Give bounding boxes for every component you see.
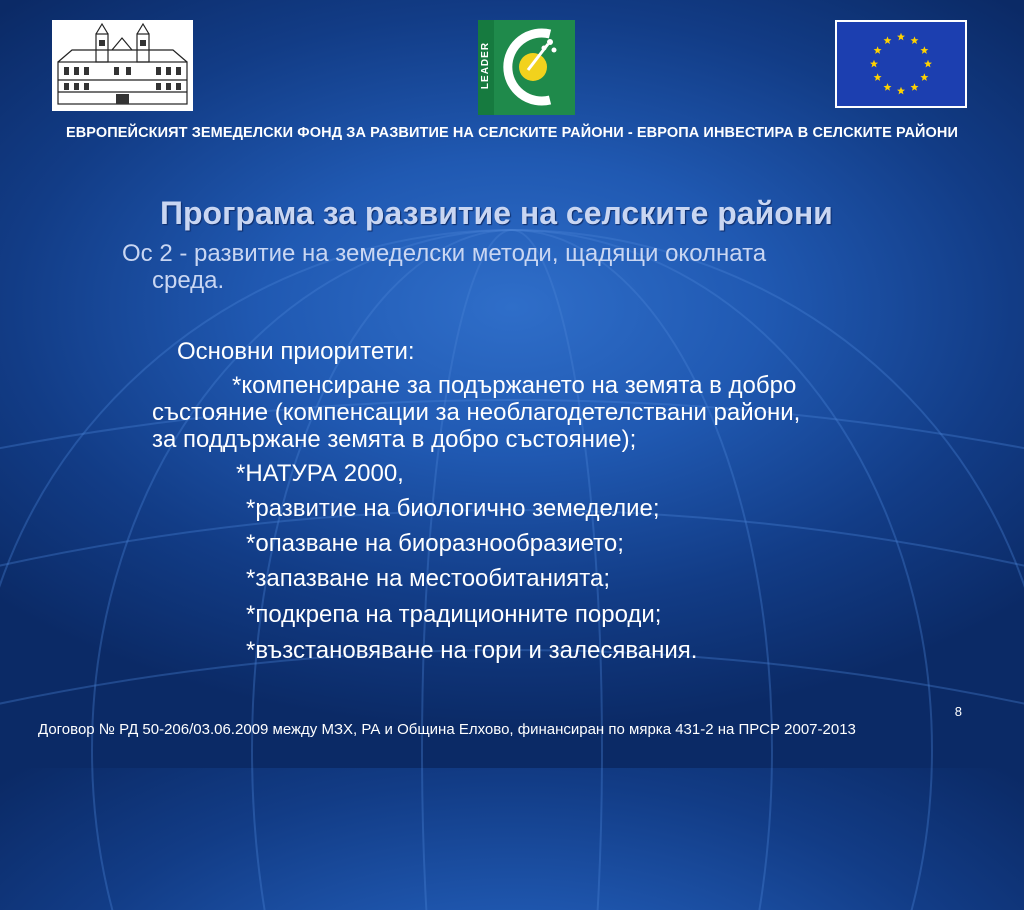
priority-item-2: *НАТУРА 2000,: [236, 460, 404, 487]
subtitle-line-1: Ос 2 - развитие на земеделски методи, щадящи околната: [122, 240, 767, 267]
priority-item-4: *опазване на биоразнообразието;: [246, 530, 624, 557]
eu-star-icon: [884, 83, 892, 91]
priorities-heading: Основни приоритети:: [177, 338, 415, 365]
eu-star-icon: [884, 36, 892, 44]
eu-star-icon: [920, 46, 928, 54]
eu-flag-logo: [835, 20, 967, 108]
priority-item-6: *подкрепа на традиционните породи;: [246, 601, 662, 628]
contract-footer: Договор № РД 50-206/03.06.2009 между МЗХ, РА и Община Елхово, финансиран по мярка 431-2 на ПРСР 2007-2013: [38, 721, 856, 738]
eu-star-icon: [911, 36, 919, 44]
eu-star-icon: [870, 60, 878, 68]
priority-item-5: *запазване на местообитанията;: [246, 565, 611, 592]
slide-title: Програма за развитие на селските райони: [160, 195, 833, 231]
priority-1-line-2: състояние (компенсации за необлагодетелствани райони,: [152, 399, 801, 426]
page-number: 8: [954, 704, 962, 719]
eu-star-icon: [874, 46, 882, 54]
eu-star-icon: [897, 87, 905, 95]
leader-logo-text: LEADER: [480, 41, 492, 90]
fund-header-text: ЕВРОПЕЙСКИЯТ ЗЕМЕДЕЛСКИ ФОНД ЗА РАЗВИТИЕ НА СЕЛСКИТЕ РАЙОНИ - ЕВРОПА ИНВЕСТИРА В СЕЛСКИТЕ РАЙОНИ: [65, 125, 959, 141]
slide-subtitle: [122, 240, 942, 294]
eu-star-icon: [920, 73, 928, 81]
subtitle-line-2: среда.: [152, 267, 225, 294]
leader-logo: [478, 20, 575, 115]
priority-1-line-1: *компенсиране за подържането на земята в добро: [232, 372, 797, 399]
priority-item-7: *възстановяване на гори и залесявания.: [246, 637, 698, 664]
eu-star-icon: [911, 83, 919, 91]
priority-1-line-3: за поддържане земята в добро състояние);: [152, 426, 637, 453]
eu-flag: [837, 22, 965, 106]
priority-item-1: [152, 372, 952, 453]
eu-star-icon: [897, 33, 905, 41]
eu-star-icon: [874, 73, 882, 81]
priority-item-3: *развитие на биологично земеделие;: [246, 495, 660, 522]
municipality-building-logo: [52, 20, 193, 111]
eu-star-icon: [924, 60, 932, 68]
